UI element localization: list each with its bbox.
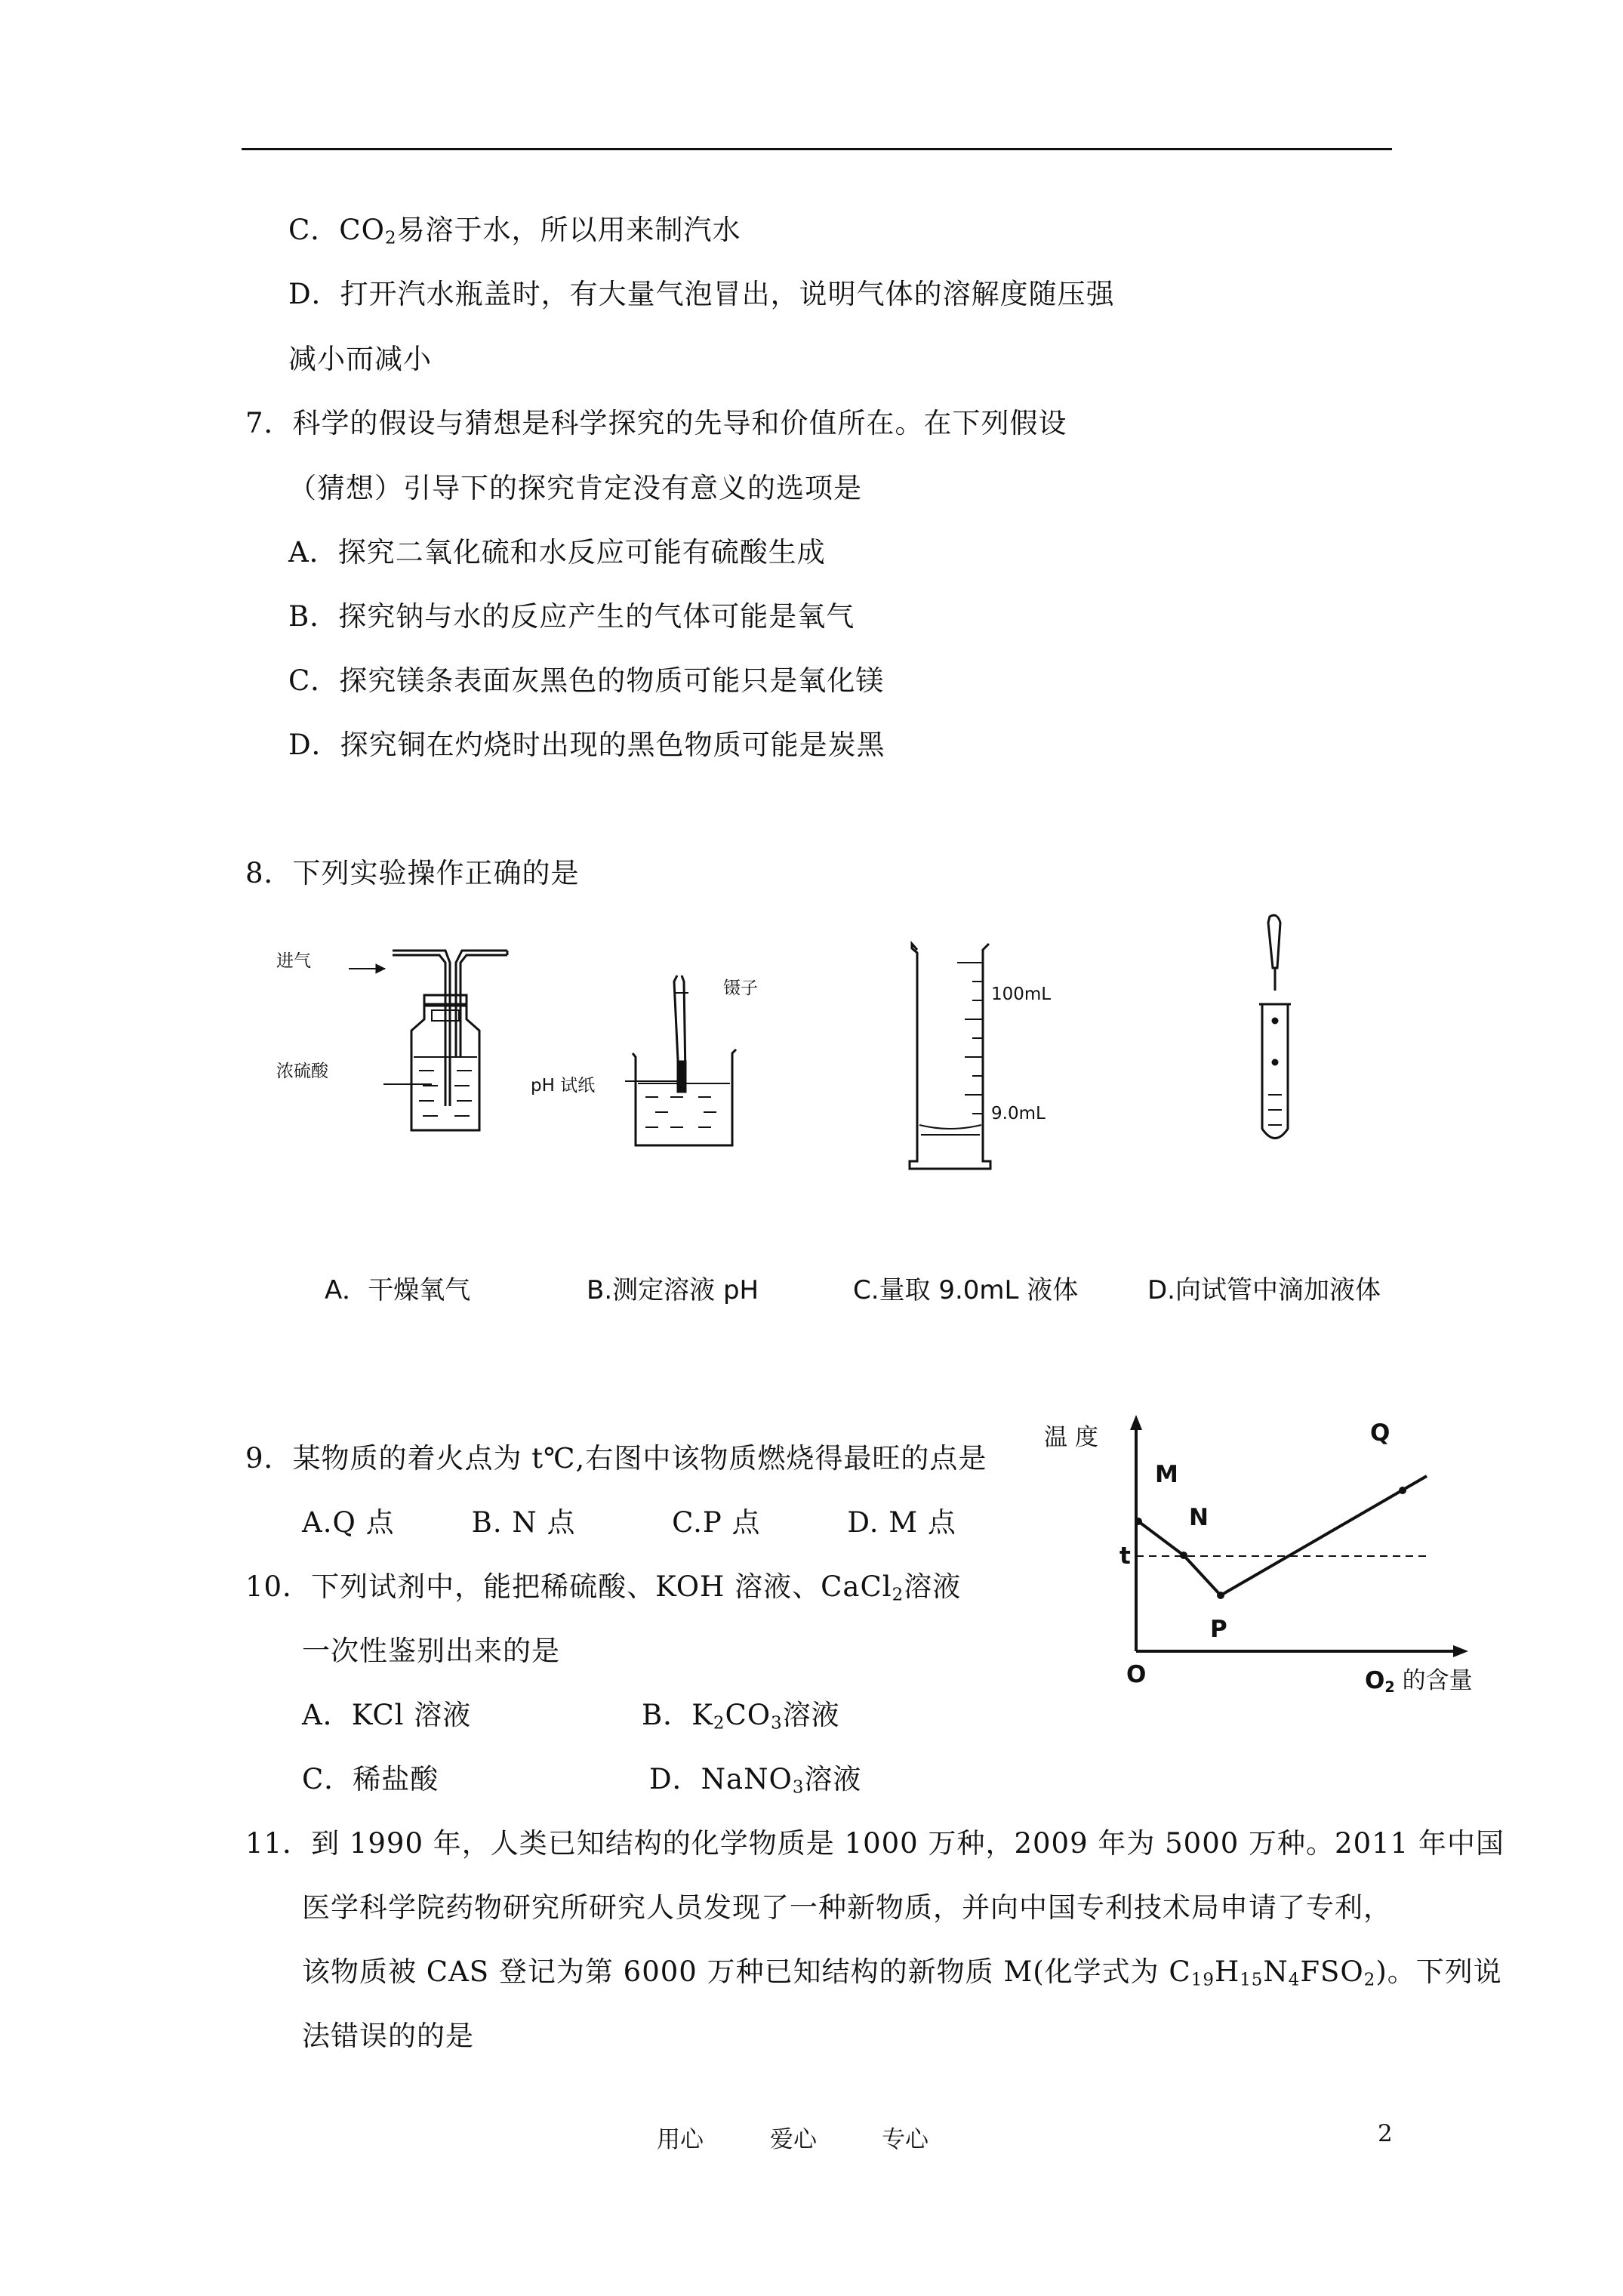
q11-line2: 医学科学院药物研究所研究人员发现了一种新物质，并向中国专利技术局申请了专利，: [302, 1891, 1392, 1924]
label-9ml: 9.0mL: [991, 1104, 1046, 1123]
graph-x-label: $O_2$ 的含量: [1365, 1667, 1473, 1696]
point-p: [1217, 1592, 1224, 1599]
footer-motto-2: 爱心: [770, 2126, 817, 2153]
q8-caption-a: A．干燥氧气: [325, 1275, 471, 1305]
label-q: Q: [1370, 1419, 1390, 1447]
q8-stem: 8．下列实验操作正确的是: [245, 857, 580, 889]
q7-option-a: A．探究二氧化硫和水反应可能有硫酸生成: [288, 536, 826, 569]
label-ph-paper: pH 试纸: [531, 1076, 596, 1096]
label-gas-inlet: 进气: [276, 951, 311, 971]
footer-motto-1: 用心: [657, 2126, 704, 2153]
q7-stem-line1: 7．科学的假设与猜想是科学探究的先导和价值所在。在下列假设: [245, 407, 1067, 439]
q6-option-c: C．$CO_2$易溶于水，所以用来制汽水: [288, 214, 741, 248]
q10-option-a: A．KCl 溶液: [302, 1699, 472, 1731]
q8-caption-d: D.向试管中滴加液体: [1147, 1275, 1381, 1305]
q10-option-c: C．稀盐酸: [302, 1763, 439, 1795]
q10-option-d: D．NaNO$_3$溶液: [649, 1763, 862, 1798]
label-100ml: 100mL: [991, 985, 1052, 1004]
label-concentrated-sulfuric-acid: 浓硫酸: [276, 1062, 328, 1081]
q7-option-d: D．探究铜在灼烧时出现的黑色物质可能是炭黑: [288, 729, 885, 761]
footer-motto-3: 专心: [882, 2126, 929, 2153]
label-origin: O: [1126, 1661, 1147, 1688]
q9-options: A.Q 点 B. N 点 C.P 点 D. M 点: [302, 1506, 956, 1539]
page-number: 2: [1378, 2120, 1393, 2147]
temperature-curve: [1138, 1476, 1427, 1595]
q9-stem: 9．某物质的着火点为 t℃,右图中该物质燃烧得最旺的点是: [245, 1442, 987, 1475]
point-q: [1399, 1487, 1406, 1494]
label-m: M: [1155, 1461, 1178, 1488]
label-tweezers: 镊子: [723, 978, 758, 998]
q6-option-d-line1: D．打开汽水瓶盖时，有大量气泡冒出，说明气体的溶解度随压强: [288, 278, 1115, 310]
q7-option-c: C．探究镁条表面灰黑色的物质可能只是氧化镁: [288, 664, 885, 697]
q11-line4: 法错误的的是: [302, 2020, 474, 2052]
label-t: t: [1119, 1542, 1131, 1570]
q8-caption-c: C.量取 9.0mL 液体: [853, 1275, 1079, 1305]
q11-line3: 该物质被 CAS 登记为第 6000 万种已知结构的新物质 M(化学式为 $C_{19}H_{15}N_4FSO_2$)。下列说: [302, 1955, 1502, 1990]
point-m: [1135, 1518, 1142, 1525]
point-n: [1180, 1552, 1187, 1559]
graph-y-label: 温 度: [1044, 1424, 1098, 1451]
q10-stem-line2: 一次性鉴别出来的是: [302, 1635, 560, 1667]
q7-option-b: B．探究钠与水的反应产生的气体可能是氧气: [288, 600, 855, 633]
q6-option-d-line2: 减小而减小: [288, 343, 432, 375]
q10-stem-line1: 10．下列试剂中，能把稀硫酸、KOH 溶液、CaCl$_2$溶液: [245, 1570, 962, 1605]
label-n: N: [1189, 1504, 1209, 1531]
q10-option-b: B．$K_2CO_3$溶液: [642, 1699, 840, 1734]
q8-caption-b: B.测定溶液 pH: [587, 1275, 759, 1305]
q7-stem-line2: （猜想）引导下的探究肯定没有意义的选项是: [288, 472, 862, 504]
label-p: P: [1210, 1616, 1227, 1643]
q11-line1: 11．到 1990 年，人类已知结构的化学物质是 1000 万种，2009 年为 5000 万种。2011 年中国: [245, 1827, 1504, 1860]
